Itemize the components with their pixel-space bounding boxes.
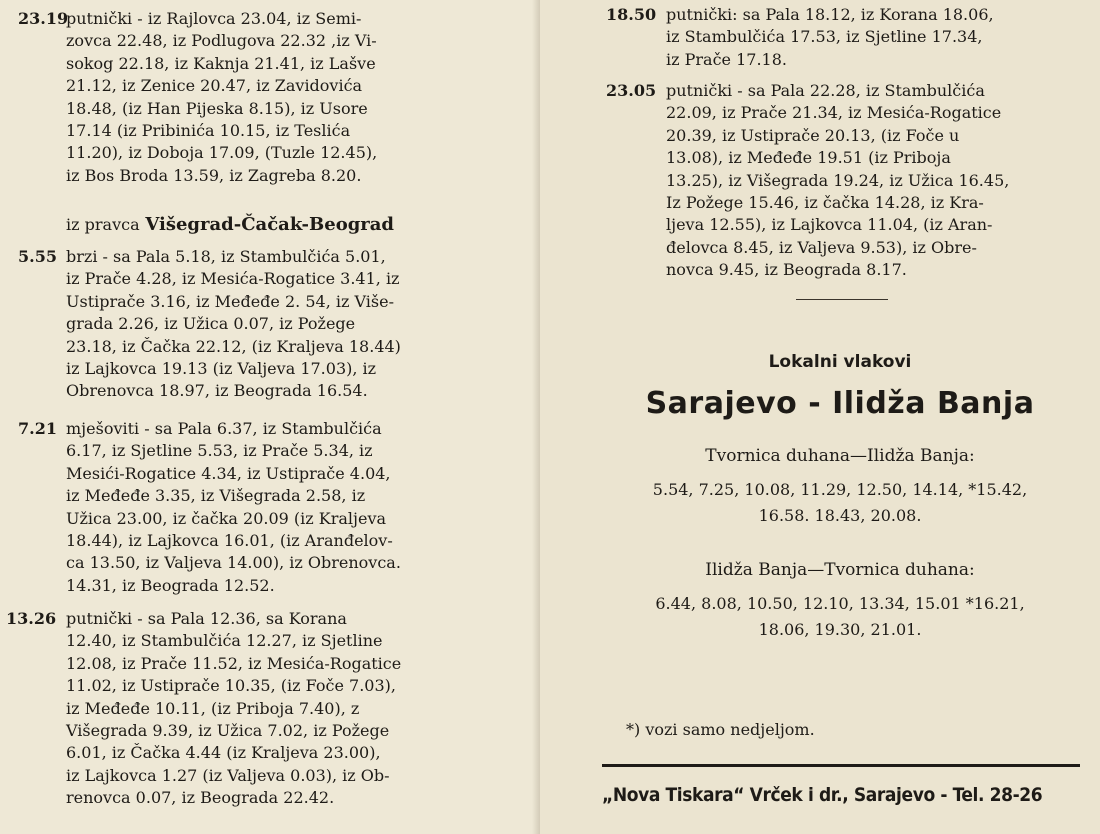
entry-line: iz Međeđe 10.11, (iz Priboja 7.40), z <box>66 698 360 718</box>
entry-line: Višegrada 9.39, iz Užica 7.02, iz Požege <box>66 721 390 741</box>
arrival-time: 18.50 <box>606 5 657 24</box>
route-heading-route: Višegrad-Čačak-Beograd <box>145 214 395 235</box>
arrival-time: 23.05 <box>606 81 657 100</box>
entry-line: grada 2.26, iz Užica 0.07, iz Požege <box>66 314 356 334</box>
route-heading-prefix: iz pravca <box>66 215 140 234</box>
section-divider <box>796 299 888 300</box>
footnote: *) vozi samo nedjeljom. <box>626 720 815 739</box>
entry-line: renovca 0.07, iz Beograda 22.42. <box>66 788 335 808</box>
departure-times <box>590 591 1090 643</box>
section-subtitle: Ilidža Banja—Tvornica duhana: <box>705 560 975 580</box>
entry-line: 12.40, iz Stambulčića 12.27, iz Sjetline <box>66 631 383 651</box>
arrival-time: 5.55 <box>18 247 57 266</box>
entry-line: 6.17, iz Sjetline 5.53, iz Prače 5.34, iz <box>66 441 373 461</box>
entry-line: 11.20), iz Doboja 17.09, (Tuzle 12.45), <box>66 143 378 163</box>
entry-line: Užica 23.00, iz čačka 20.09 (iz Kraljeva <box>66 508 387 528</box>
entry-line: 20.39, iz Ustiprače 20.13, (iz Foče u <box>666 125 960 145</box>
entry-line: 14.31, iz Beograda 12.52. <box>66 575 275 595</box>
entry-line: putnički - sa Pala 22.28, iz Stambulčića <box>666 81 985 100</box>
entry-line: iz Lajkovca 19.13 (iz Valjeva 17.03), iz <box>66 359 377 379</box>
entry-line: 6.01, iz Čačka 4.44 (iz Kraljeva 23.00), <box>66 743 381 763</box>
local-trains-heading: Lokalni vlakovi <box>768 352 912 372</box>
entry-line: Ustiprače 3.16, iz Međeđe 2. 54, iz Više- <box>66 291 394 311</box>
entry-line: 13.25), iz Višegrada 19.24, iz Užica 16.45, <box>666 170 1010 190</box>
entry-line: mješoviti - sa Pala 6.37, iz Stambulčića <box>66 419 382 438</box>
left-page <box>0 0 540 834</box>
times-line: 16.58. 18.43, 20.08. <box>758 506 922 525</box>
entry-line: 18.44), iz Lajkovca 16.01, (iz Aranđelov- <box>66 531 393 551</box>
entry-line: Iz Požege 15.46, iz čačka 14.28, iz Kra- <box>666 193 984 213</box>
entry-line: 21.12, iz Zenice 20.47, iz Zavidovića <box>66 76 363 96</box>
arrival-time: 23.19 <box>18 9 69 28</box>
entry-line: Mesići-Rogatice 4.34, iz Ustiprače 4.04, <box>66 463 391 483</box>
entry-line: novca 9.45, iz Beograda 8.17. <box>666 260 907 280</box>
route-heading <box>66 214 394 235</box>
printer-imprint: „Nova Tiskara“ Vrček i dr., Sarajevo - Tel. 28-26 <box>602 784 1043 806</box>
entry-line: đelovca 8.45, iz Valjeva 9.53), iz Obre- <box>666 237 977 257</box>
entry-line: iz Bos Broda 13.59, iz Zagreba 8.20. <box>66 165 362 185</box>
entry-line: 12.08, iz Prače 11.52, iz Mesića-Rogatice <box>66 653 402 673</box>
entry-line: iz Stambulčića 17.53, iz Sjetline 17.34, <box>666 27 983 47</box>
departure-times <box>590 477 1090 529</box>
entry-line: 23.18, iz Čačka 22.12, (iz Kraljeva 18.44) <box>66 336 401 356</box>
section-subtitle: Tvornica duhana—Ilidža Banja: <box>705 446 975 466</box>
entry-line: 22.09, iz Prače 21.34, iz Mesića-Rogatice <box>666 103 1002 123</box>
entry-line: brzi - sa Pala 5.18, iz Stambulčića 5.01, <box>66 247 386 266</box>
entry-line: putnički: sa Pala 18.12, iz Korana 18.06, <box>666 5 994 24</box>
times-line: 5.54, 7.25, 10.08, 11.29, 12.50, 14.14, *15.42, <box>652 480 1028 499</box>
arrival-time: 7.21 <box>18 419 57 438</box>
entry-line: 11.02, iz Ustiprače 10.35, (iz Foče 7.03), <box>66 676 396 696</box>
entry-line: putnički - sa Pala 12.36, sa Korana <box>66 609 347 628</box>
times-line: 18.06, 19.30, 21.01. <box>758 620 922 639</box>
entry-line: zovca 22.48, iz Podlugova 22.32 ,iz Vi- <box>66 31 377 51</box>
arrival-time: 13.26 <box>6 609 57 628</box>
entry-line: 13.08), iz Međeđe 19.51 (iz Priboja <box>666 148 951 168</box>
footer-rule <box>602 764 1080 767</box>
entry-line: ca 13.50, iz Valjeva 14.00), iz Obrenovca. <box>66 553 401 573</box>
entry-line: Obrenovca 18.97, iz Beograda 16.54. <box>66 381 368 401</box>
entry-line: iz Prače 4.28, iz Mesića-Rogatice 3.41, iz <box>66 269 400 289</box>
entry-line: sokog 22.18, iz Kaknja 21.41, iz Lašve <box>66 53 376 73</box>
entry-line: iz Međeđe 3.35, iz Višegrada 2.58, iz <box>66 486 366 506</box>
entry-line: iz Prače 17.18. <box>666 49 787 69</box>
local-trains-title: Sarajevo - Ilidža Banja <box>645 386 1035 421</box>
entry-line: iz Lajkovca 1.27 (iz Valjeva 0.03), iz Ob- <box>66 765 390 785</box>
entry-line: ljeva 12.55), iz Lajkovca 11.04, (iz Aran- <box>666 215 993 235</box>
times-line: 6.44, 8.08, 10.50, 12.10, 13.34, 15.01 *16.21, <box>655 594 1025 613</box>
entry-line: 17.14 (iz Pribinića 10.15, iz Teslića <box>66 121 351 141</box>
entry-line: putnički - iz Rajlovca 23.04, iz Semi- <box>66 9 362 28</box>
entry-line: 18.48, (iz Han Pijeska 8.15), iz Usore <box>66 98 368 118</box>
